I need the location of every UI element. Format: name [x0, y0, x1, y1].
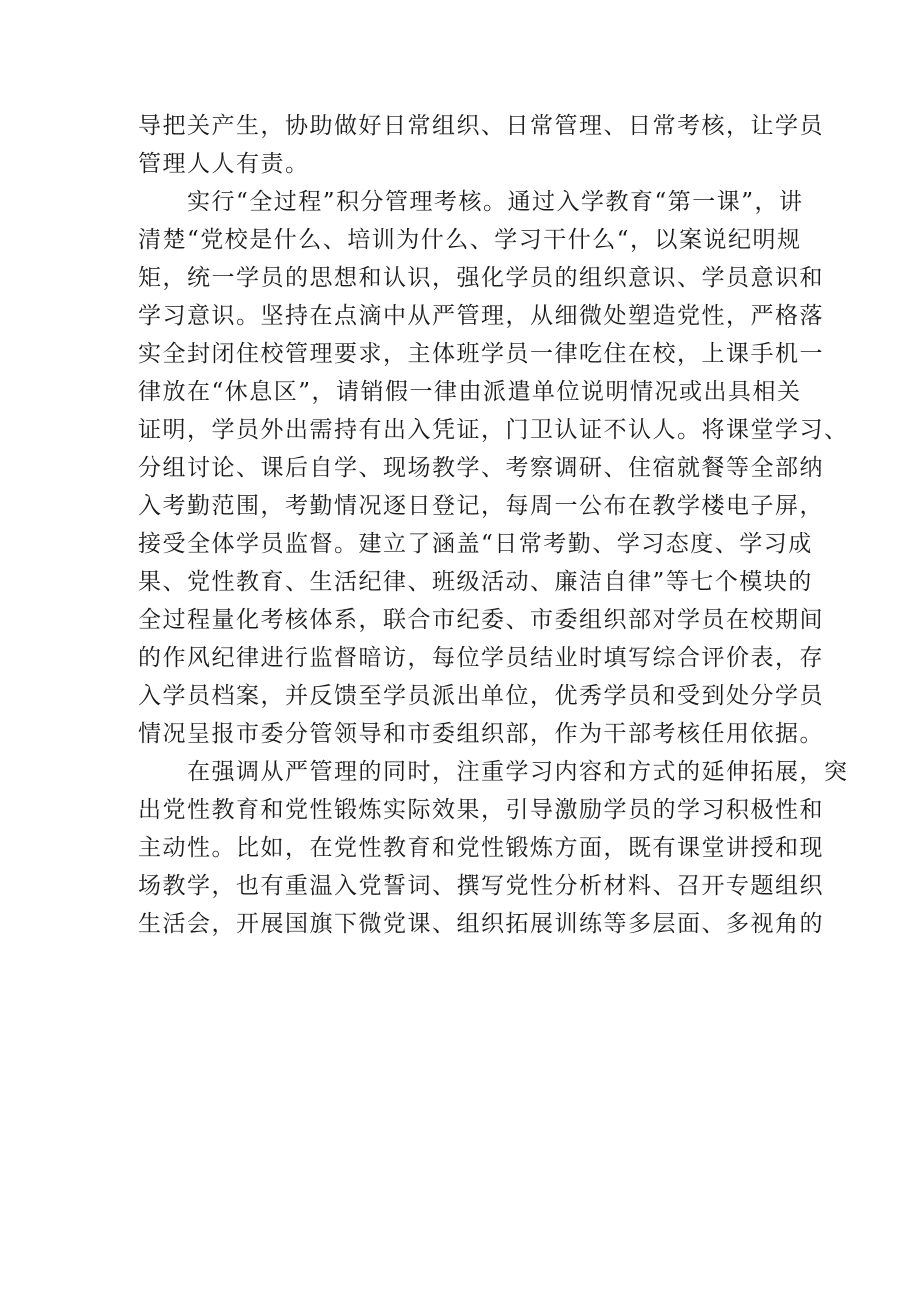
text-line: 情况呈报市委分管领导和市委组织部，作为干部考核任用依据。 — [138, 721, 824, 747]
text-line: 管理人人有责。 — [138, 151, 310, 177]
paragraph-2 — [138, 183, 849, 753]
text-line: 果、党性教育、生活纪律、班级活动、廉洁自律”等七个模块的 — [138, 569, 813, 595]
text-line: 矩，统一学员的思想和认识，强化学员的组织意识、学员意识和 — [138, 265, 824, 291]
text-line: 实行“全过程”积分管理考核。通过入学教育“第一课”，讲 — [138, 189, 804, 215]
text-line: 全过程量化考核体系，联合市纪委、市委组织部对学员在校期间 — [138, 607, 824, 633]
text-line: 的作风纪律进行监督暗访，每位学员结业时填写综合评价表，存 — [138, 645, 824, 671]
document-body — [138, 107, 849, 943]
text-line: 清楚“党校是什么、培训为什么、学习干什么“，以案说纪明规 — [138, 227, 802, 253]
text-line: 入学员档案，并反馈至学员派出单位，优秀学员和受到处分学员 — [138, 683, 824, 709]
text-line: 分组讨论、课后自学、现场教学、考察调研、住宿就餐等全部纳 — [138, 455, 824, 481]
text-line: 在强调从严管理的同时，注重学习内容和方式的延伸拓展，突 — [138, 759, 849, 785]
text-line: 律放在“休息区”，请销假一律由派遣单位说明情况或出具相关 — [138, 379, 802, 405]
text-line: 主动性。比如，在党性教育和党性锻炼方面，既有课堂讲授和现 — [138, 835, 824, 861]
paragraph-3 — [138, 753, 849, 943]
text-line: 证明，学员外出需持有出入凭证，门卫认证不认人。将课堂学习、 — [138, 417, 849, 443]
text-line: 入考勤范围，考勤情况逐日登记，每周一公布在教学楼电子屏， — [138, 493, 824, 519]
text-line: 学习意识。坚持在点滴中从严管理，从细微处塑造党性，严格落 — [138, 303, 824, 329]
paragraph-1 — [138, 107, 824, 183]
text-line: 实全封闭住校管理要求，主体班学员一律吃住在校，上课手机一 — [138, 341, 824, 367]
text-line: 导把关产生，协助做好日常组织、日常管理、日常考核，让学员 — [138, 113, 824, 139]
text-line: 生活会，开展国旗下微党课、组织拓展训练等多层面、多视角的 — [138, 911, 824, 937]
text-line: 出党性教育和党性锻炼实际效果，引导激励学员的学习积极性和 — [138, 797, 824, 823]
text-line: 接受全体学员监督。建立了涵盖“日常考勤、学习态度、学习成 — [138, 531, 813, 557]
text-line: 场教学，也有重温入党誓词、撰写党性分析材料、召开专题组织 — [138, 873, 824, 899]
